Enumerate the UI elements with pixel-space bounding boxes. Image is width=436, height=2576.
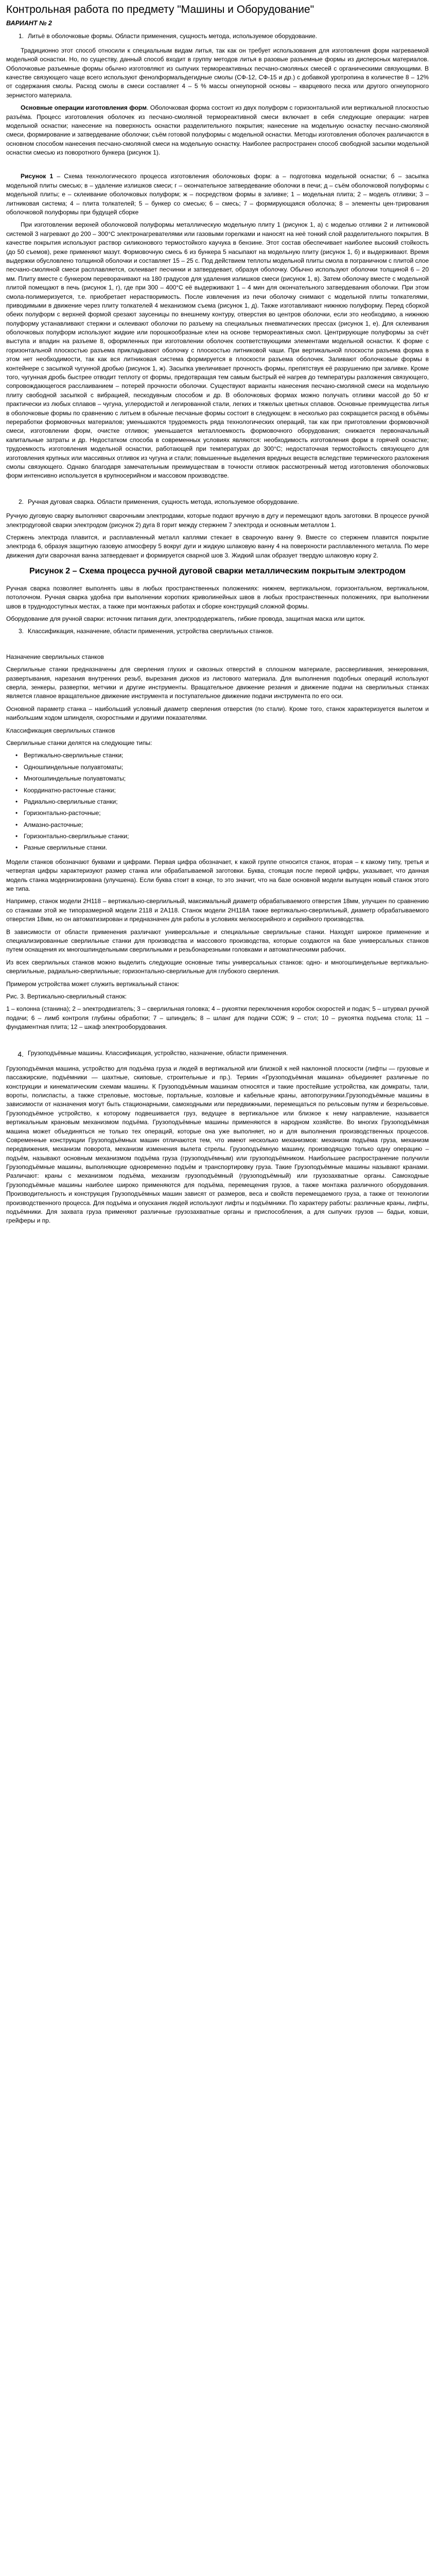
q3-subheading-purpose: Назначение сверлильных станков <box>6 653 104 660</box>
spacer <box>6 1036 429 1047</box>
q2-paragraph-3: Ручная сварка позволяет выполнять швы в любых пространственных положениях: нижнем, вертикальном, горизонтальном, вертикальном, потолочном. Ручная сварка удобна при выполнении коротких криволинейных швов в любых пространственных положениях, при выполнении швов в труднодоступных местах, а также при монтажных работах и сборке конструкций сложной формы. <box>6 584 429 610</box>
spacer <box>6 484 429 496</box>
list-item: • Горизонтально-расточные; <box>24 809 429 818</box>
q3-paragraph-2: Основной параметр станка – наибольший условный диаметр сверления отверстия (по стали). Кроме того, станок характеризуется вылетом и наибольшим ходом шпинделя, скоростными и другими показателями. <box>6 705 429 722</box>
page-title: Контрольная работа по предмету "Машины и Оборудование" <box>6 4 315 15</box>
q3-paragraph-7: Примером устройства может служить вертикальный станок: <box>6 980 180 988</box>
drilling-machine-types-list <box>6 751 429 853</box>
list-item: • Одношпиндельные полуавтоматы; <box>24 763 429 772</box>
q2-paragraph-1: Ручную дуговую сварку выполняют сварочными электродами, которые подают вручную в дугу и перемещают вдоль заготовки. В процессе ручной электродуговой сварки электродом (рисунок 2) дуга 8 горит между стержнем 7 электрода и основным металлом 1. <box>6 512 429 529</box>
q1-operations-title: Основные операции изготовления форм <box>21 104 147 112</box>
question-3-heading <box>6 627 429 636</box>
question-1-text: Литьё в оболочковые формы. Области применения, сущность метода, используемое оборудование. <box>28 32 317 40</box>
q2-paragraph-4: Оборудование для ручной сварки: источник питания дуги, электрододержатель, гибкие провода, защитная маска или щиток. <box>6 615 365 623</box>
question-4-text: Грузоподъёмные машины. Классификация, устройство, назначение, области применения. <box>28 1049 288 1057</box>
document-page <box>0 0 436 1226</box>
figure-1-label: Рисунок 1 <box>21 173 54 180</box>
figure-1-text: – Схема технологического процесса изготовления оболочковых форм: а – подготовка модельной оснастки; б – засыпка модельной плиты смесью; в – удаление излишков смеси; г – окончательное затвердевание оболочки в печи; д – съём оболочковой полуформы с модельной плиты; е – склеивание оболочковых полуформ; ж – посредством формы в заливке; 1 – модельная плита; 2 – модель отливки; 3 – литниковая система; 4 – плита толкателей; 5 – бункер со смесью; 6 – смесь; 7 – формирующаяся оболочка; 8 – элементы цен-трирования оболочковой полуформы при будущей сборке <box>6 173 429 216</box>
list-item: • Многошпиндельные полуавтоматы; <box>24 774 429 783</box>
q3-paragraph-5: В зависимости от области применения различают универсальные и специальные сверлильные станки. Находят широкое применение и специализированные сверлильные станки для производства и массового производства, которые создаются на базе универсальных станков путем оснащения их многошпиндельными сверлильными и резьбонарезными головками и автоматическими рабочих. <box>6 928 429 954</box>
figure-3-legend: 1 – колонна (станина); 2 – электродвигатель; 3 – сверлильная головка; 4 – рукоятки переключения коробок скоростей и подач; 5 – штурвал ручной подачи; 6 – лимб контроля глубины обработки; 7 – шпиндель; 8 – шланг для подачи СОЖ; 9 – стол; 10 – рукоятка подъема стола; 11 – фундаментная плита; 12 – шкаф электрооборудования. <box>6 1005 429 1031</box>
question-3-text: Классификация, назначение, области применения, устройства сверлильных станков. <box>28 628 274 635</box>
question-2-number: 2. <box>18 498 24 505</box>
question-2-heading <box>6 498 429 506</box>
question-4-heading <box>6 1049 429 1059</box>
q2-paragraph-2: Стержень электрода плавится, и расплавленный металл каплями стекает в сварочную ванну 9. Вместе со стержнем плавится покрытие электрода 6, образуя защитную газовую атмосферу 5 вокруг дуги и жидкую шлаковую ванну 4 на поверхности расплавленного металла. По мере движения дуги сварочная ванна затвердевает и формируется сварной шов 3. Жидкий шлак образует твердую шлаковую корку 2. <box>6 533 429 559</box>
list-item: • Вертикально-сверлильные станки; <box>24 751 429 760</box>
spacer <box>6 641 429 653</box>
list-item: • Алмазно-расточные; <box>24 821 429 829</box>
question-1-number: 1. <box>18 32 24 40</box>
figure-1-caption <box>6 172 429 217</box>
figure-2-heading: Рисунок 2 – Схема процесса ручной дуговой сварки металлическим покрытым электродом <box>29 567 406 576</box>
q4-paragraph-1: Грузоподъёмная машина, устройство для подъёма груза и людей в вертикальной или близкой к ней наклонной плоскости (лифты — грузовые и пассажирские, подъёмники — шахтные, скиповые, строительные и пр.). Термин «Грузоподъёмная машина» объединяет различные по конструкции и кинематическим схемам машины. К Грузоподъёмным машинам относятся и такие простейшие устройства, как домкраты, тали, вороты, полиспасты, а также стреловые, мостовые, портальные, козловые и кабельные краны, автопогрузчики.Грузоподъёмные машины в зависимости от назначения могут быть стационарными, самоходными или передвижными, перемещаться по рельсовым путям и безрельсовые. Грузоподъёмное устройство, к которому подвешивается груз, ведущее в вертикальное или близкое к нему направление, называется вертикальным крановым механизмом подъёма. Грузоподъёмные машины применяются в народном хозяйстве. Во многих Грузоподъёмная машина может объединяться не только тех операций, которые она уже выполняет, но и для выполнения производственных процессов. Современные конструкции Грузоподъёмных машин отличаются тем, что имеют несколько механизмов: механизм подъёма груза, механизм передвижения, механизм поворота, механизм изменения вылета стрелы. Грузоподъёмную машину, производящую только одну операцию – подъём, называют основным механизмом подъёма груза (грузоподъёмным) или грузоподъёмником. Наибольшее распространение получили Грузоподъёмные машины, выполняющие одновременно подъём и транспортировку груза. Такие Грузоподъёмные машины называют кранами. Различают: краны с механизмом подъёма, механизм грузоподъёмный (грузоподъёмный) или грузозахватные органы. Самоходные Грузоподъёмные машины наиболее широко применяются для подъёма, перемещения грузов, а также монтажа различного оборудования. Производительность и конструкция Грузоподъёмных машин зависят от размеров, веса и свойств перемещаемого груза, а также от технологии производственного процесса. Для подъёма и опускания людей используют лифты и подъёмники. По характеру работы: различные краны, лифты, подъёмники. Для захвата груза применяют различные грузозахватные органы и приспособления, а для сыпучих грузов — бадьи, ковши, грейферы и пр. <box>6 1064 429 1225</box>
question-4-number: 4. <box>18 1049 24 1058</box>
list-item: • Радиально-сверлильные станки; <box>24 798 429 806</box>
question-2-text: Ручная дуговая сварка. Области применения, сущность метода, используемое оборудование. <box>28 498 299 505</box>
q3-paragraph-3: Модели станков обозначают буквами и цифрами. Первая цифра обозначает, к какой группе относится станок, вторая – к какому типу, третья и четвертая цифры характеризуют размер станка или обрабатываемой заготовки. Буква, стоящая после первой цифры, указывает, что данная модель станка модернизирована (улучшена). Если буква стоит в конце, то это значит, что на базе основной модели выпущен новый станок этого же типа. <box>6 858 429 893</box>
q1-paragraph-1: Традиционно этот способ относили к специальным видам литья, так как он требует использования для изготовления форм нагреваемой модельной оснастки. Но, по существу, данный способ входит в группу методов литья в разовые разъемные формы из дисперсных материалов. Оболочковые разъемные формы обычно изготовляют из сыпучих термореактивных песчано-смоляных смесей с органическими связующими. В качестве связующего чаще всего используют фенолформальдегидные смолы (СФ-12, СФ-15 и др.) с добавкой уротропина в количестве 8 – 12% от содержания смолы. Расход смолы в смеси составляет 4 – 5 % массы огнеупорной основы – кварцевого песка или другого огнеупорного зернистого материала. <box>6 46 429 99</box>
list-item: • Разные сверлильные станки. <box>24 843 429 852</box>
q1-operations-text: . Оболочковая форма состоит из двух полуформ с горизонтальной или вертикальной плоскостью разъёма. Процесс изготовления оболочек из песчано-смоляной термореактивной смеси включает в себя следующие операции: нагрев модельной оснастки; нанесение на поверхность оснастки разделительного покрытия; нанесение на модельную оснастку песчано-смоляной смеси, формирование и затвердевание оболочки; съём готовой полуформы с модельной оснастки. Методы изготовления оболочек различаются в основном способом нанесения песчано-смоляной смеси на модельную оснастку. Наиболее распространен способ свободной засыпки модельной оснастки смесью из поворотного бункера (рисунок 1). <box>6 104 429 157</box>
q1-paragraph-3: При изготовлении верхней оболочковой полуформы металлическую модельную плиту 1 (рисунок 1, а) с моделью отливки 2 и литниковой системой 3 нагревают до 200 – 300°С электронагревателями или газовыми горелками и наносят на неё тонкий слой разделительного покрытия. В качестве покрытия используют раствор силиконового термостойкого каучука в бензине. Этот состав обеспечивает наиболее высокий стойкость (до 50 съемов), реже применяют мазут. Формовочную смесь 6 из бункера 5 насыпают на модельную плиту (рисунок 1, б) и выдерживают. Время выдержки обусловлено толщиной оболочки и составляет 15 – 25 с. Под действием теплоты модельной плиты смола в пограничном с плитой слое песчано-смоляной смеси расплавляется, склеивает песчинки и затвердевает, образуя оболочку. Обычно используют оболочки толщиной 6 – 20 мм. Плиту вместе с бункером переворачивают на 180 градусов для удаления излишков смеси (рисунок 1, в). Затем оболочку вместе с модельной плитой помещают в печь (рисунок 1, г), где при 300 – 400°С её выдерживают 1 – 4 мин для окончательного затвердевания оболочки. При этом смола-полимеризуется, т.е. приобретает нерастворимость. После извлечения из печи оболочку снимают с модельной плиты толкателями, приводимыми в движение через плиту толкателей 4 механизмом съема (рисунок 1, д). Также изготавливают нижнюю полуформу. Перед сборкой обеих полуформ с верхней формой срезают заусеницы по внешнему контуру, отверстия во центров оболочки, если это необходимо, а нижнюю полуформу устанавливают стержни и склеивают оболочки по разъему на специальных пневматических прессах (рисунок 1, е). Для склеивания оболочковых полуформ используют жидкие или порошкообразные клеи на основе термореактивных смол. Центрирующие полуформы за счёт выступа и впадин на разъеме 8, оформленных при изготовлении оболочек соответствующими элементами модельной оснастки. К форме с горизонтальной плоскостью разъема прикладывают оболочку с плоскостью литниковой чаши. При вертикальной плоскости разъема форма в этом нет необходимости, так как вся литниковая система формируется в плоскости разъема оболочек. Заливают оболочковые формы в контейнере с засыпкой чугунной дробью (рисунок 1, ж). Засыпка увеличивает прочность формы, препятствуя её разрушению при заливке. Кроме того, чугунная дробь быстрее отводит теплоту от формы, предотвращая тем самым быстрый её нагрев до температуры разложения связующего, сопровождающегося расслаиванием – потерей прочности оболочки. Существуют варианты нанесения песчано-смоляной смеси на модельную плиту свободной засыпкой с вибрацией, пескодувным способом и др. В оболочковых формах можно получать отливки массой до 50 кг практически из любых сплавов – чугуна, углеродистой и легированной стали, легких и тяжелых цветных сплавов. Основные преимущества литья в оболочковые формы по сравнению с литьем в обычные песчаные формы состоит в следующем: в несколько раз сокращается расход в объёмы переработки формовочных материалов; уменьшаются трудоемкость ряда технологических операций, так как при приготовлении формовочной смеси, изготовлении форм, очистке отливок; уменьшается металлоемкость формовочного оборудования; снижается первоначальный капитальные затраты и др. Недостатком способа в современных условиях являются: необходимость изготовления форм в горячей оснастке; трудоемкость изготовления модельной оснастки, работающей при температурах до 300°С; недостаточная термостойкость связующего для изготовления крупных или массивных отливок из чугуна и стали; повышенные выделения вредных веществ вследствие термического разложения смолы связующего. Однако благодаря замечательным преимуществам в точности отливок рассмотренный метод изготовления оболочковых форм интенсивно используется в крупносерийном и массовом производстве. <box>6 221 429 480</box>
q1-paragraph-2 <box>6 104 429 157</box>
question-3-number: 3. <box>18 628 24 635</box>
q3-paragraph-1: Сверлильные станки предназначены для сверления глухих и сквозных отверстий в сплошном материале, рассверливания, зенкерования, развертывания, нарезания внутренних резьб, вырезания дисков из листового материала. Для выполнения подобных операций используют сверла, зенкеры, развертки, метчики и другие инструменты. Вращательное движение резания и движение подачи на сверлильных станках является главное вращательное движение инструмента и поступательное движение подачи инструмента по его оси. <box>6 666 429 700</box>
q3-paragraph-4: Например, станок модели 2Н118 – вертикально-сверлильный, максимальный диаметр обрабатываемого отверстия 18мм, улучшен по сравнению со станками этой же типоразмерной модели 2118 и 2А118. Станок модели 2Н118А также вертикально-сверлильный, диаметр обрабатываемого отверстия 18мм, но он автоматизирован и предназначен для работы в условиях мелкосерийного и серийного производства. <box>6 897 429 923</box>
q3-list-intro: Сверлильные станки делятся на следующие типы: <box>6 739 152 747</box>
variant-label: ВАРИАНТ № 2 <box>6 20 52 27</box>
figure-1-placeholder <box>6 161 429 172</box>
figure-3-caption: Рис. 3. Вертикально-сверлильный станок: <box>6 992 127 1000</box>
question-1-heading <box>6 32 429 41</box>
q3-paragraph-6: Из всех сверлильных станков можно выделить следующие основные типы универсальных станков: одно- и многошпиндельные вертикально-сверлильные, радиально-сверлильные; горизонтально-сверлильные для глубокого сверления. <box>6 958 429 975</box>
q3-subheading-classification: Классификация сверлильных станков <box>6 726 115 734</box>
list-item: • Координатно-расточные станки; <box>24 786 429 795</box>
list-item: • Горизонтально-сверлильные станки; <box>24 832 429 841</box>
